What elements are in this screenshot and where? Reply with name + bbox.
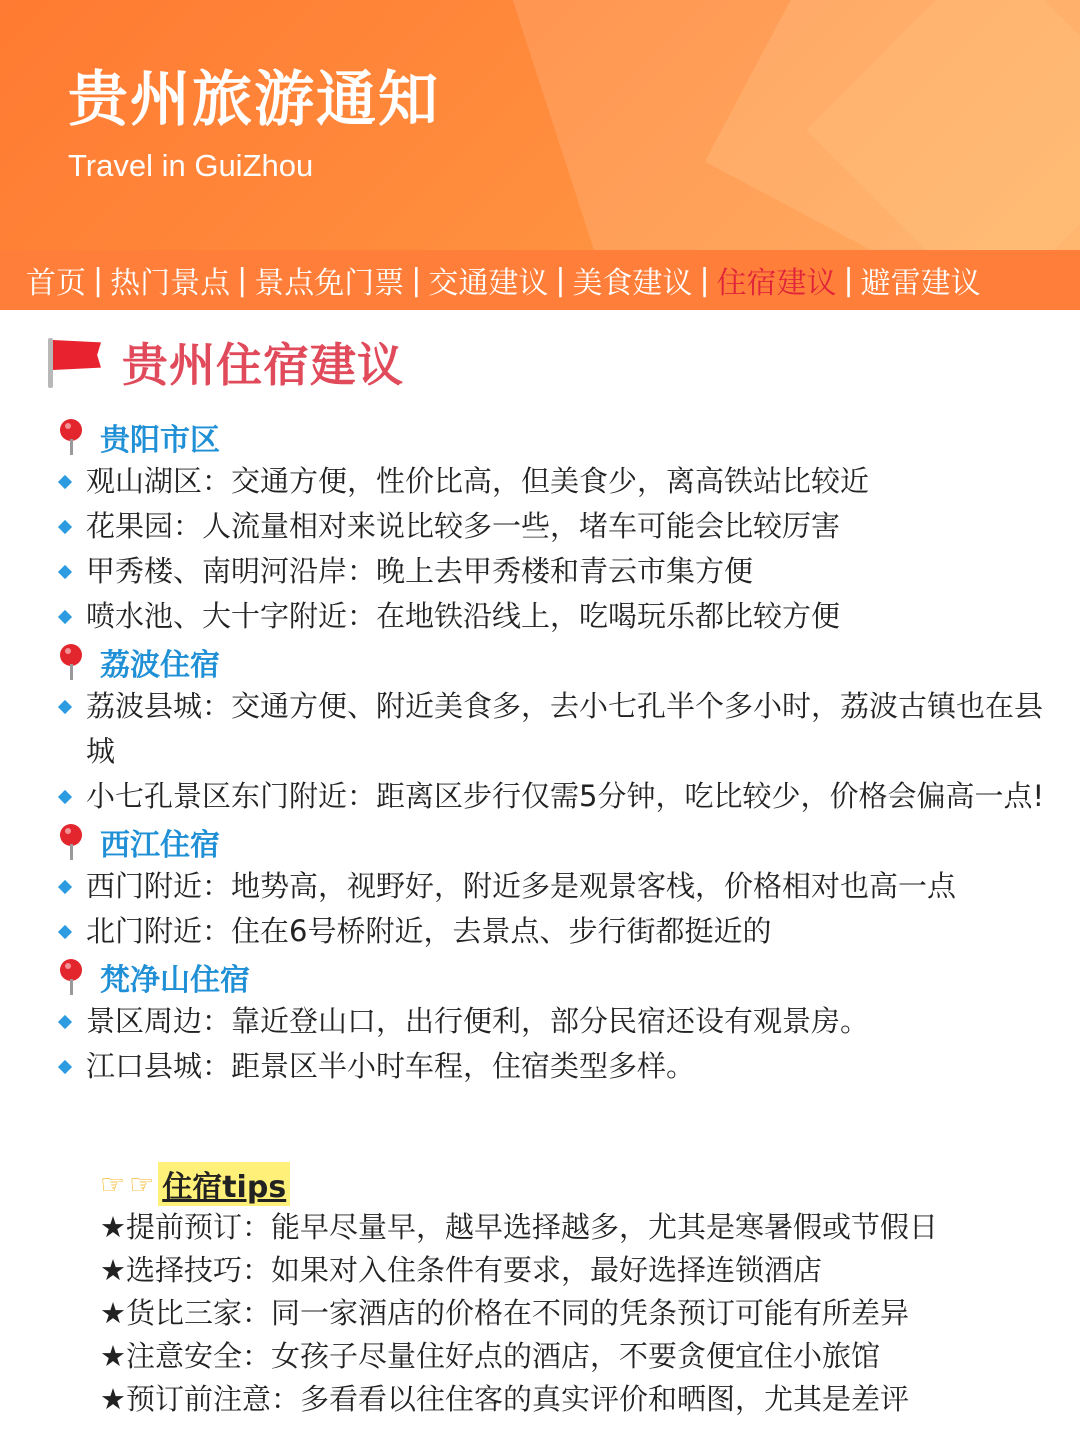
nav-separator: |: [93, 262, 104, 298]
nav-separator: |: [843, 262, 854, 298]
nav-item-transport[interactable]: 交通建议: [428, 266, 549, 301]
tip-item: ★货比三家：同一家酒店的价格在不同的凭条预订可能有所差异: [100, 1296, 909, 1330]
tips-label: 住宿tips: [158, 1162, 290, 1206]
bullet-diamond-icon: [58, 475, 72, 489]
list-item-text: 甲秀楼、南明河沿岸：晚上去甲秀楼和青云市集方便: [86, 554, 754, 588]
tip-item: ★提前预订：能早尽量早，越早选择越多，尤其是寒暑假或节假日: [100, 1210, 938, 1244]
list-item: [56, 459, 1046, 504]
header-banner: [0, 0, 1080, 250]
pointing-hand-icon: ☞: [129, 1167, 155, 1201]
list-item: [56, 1044, 1046, 1089]
region-heading: [56, 414, 1046, 459]
list-item-text: 花果园：人流量相对来说比较多一些，堵车可能会比较厉害: [86, 509, 841, 543]
bullet-diamond-icon: [58, 790, 72, 804]
list-item-text: 西门附近：地势高，视野好，附近多是观景客栈，价格相对也高一点: [86, 869, 957, 903]
tip-item: ★选择技巧：如果对入住条件有要求，最好选择连锁酒店: [100, 1253, 822, 1287]
list-item-text: 江口县城：距景区半小时车程，住宿类型多样。: [86, 1049, 696, 1083]
nav-item-pitfalls[interactable]: 避雷建议: [860, 266, 981, 301]
tip-item: ★注意安全：女孩子尽量住好点的酒店，不要贪便宜住小旅馆: [100, 1339, 880, 1373]
list-item-text: 观山湖区：交通方便，性价比高，但美食少，离高铁站比较近: [86, 464, 870, 498]
list-item: [56, 684, 1046, 774]
location-pin-icon: [56, 417, 86, 457]
location-pin-icon: [56, 642, 86, 682]
region-heading: [56, 954, 1046, 999]
bullet-diamond-icon: [58, 700, 72, 714]
bullet-diamond-icon: [58, 610, 72, 624]
nav-separator: |: [237, 262, 248, 298]
region-label: 梵净山住宿: [100, 962, 250, 998]
list-item: [56, 774, 1046, 819]
region-heading: [56, 639, 1046, 684]
list-item-text: 景区周边：靠近登山口，出行便利，部分民宿还设有观景房。: [86, 1004, 870, 1038]
tips-heading: [100, 1162, 1060, 1206]
list-item: [56, 909, 1046, 954]
location-pin-icon: [56, 957, 86, 997]
bullet-diamond-icon: [58, 1060, 72, 1074]
list-item-text: 喷水池、大十字附近：在地铁沿线上，吃喝玩乐都比较方便: [86, 599, 841, 633]
section-title: 贵州住宿建议: [122, 338, 404, 392]
list-item-text: 小七孔景区东门附近：距离区步行仅需5分钟，吃比较少，价格会偏高一点!: [86, 779, 1045, 813]
nav-separator: |: [555, 262, 566, 298]
region-label: 贵阳市区: [100, 422, 220, 458]
bullet-diamond-icon: [58, 880, 72, 894]
bullet-diamond-icon: [58, 925, 72, 939]
red-flag-icon: [44, 334, 104, 390]
list-item: [56, 549, 1046, 594]
tip-item: ★预订前注意：多看看以往住客的真实评价和晒图，尤其是差评: [100, 1382, 909, 1416]
nav-item-lodging[interactable]: 住宿建议: [716, 266, 837, 301]
list-item-text: 北门附近：住在6号桥附近，去景点、步行街都挺近的: [86, 914, 772, 948]
list-item-text: 荔波县城：交通方便、附近美食多，去小七孔半个多小时，荔波古镇也在县城: [86, 689, 1044, 768]
region-label: 西江住宿: [100, 827, 220, 863]
location-pin-icon: [56, 822, 86, 862]
section-header: [44, 330, 404, 394]
pointing-hand-icon: ☞: [100, 1167, 126, 1201]
nav-item-food[interactable]: 美食建议: [572, 266, 693, 301]
lodging-list: [56, 414, 1046, 1089]
nav-separator: |: [699, 262, 710, 298]
bullet-diamond-icon: [58, 520, 72, 534]
nav-item-hot-spots[interactable]: 热门景点: [110, 266, 231, 301]
page-subtitle: Travel in GuiZhou: [68, 148, 314, 183]
bullet-diamond-icon: [58, 1015, 72, 1029]
list-item: [56, 864, 1046, 909]
nav-bar: [0, 250, 1080, 310]
nav-item-home[interactable]: 首页: [26, 266, 86, 301]
nav-item-free-tickets[interactable]: 景点免门票: [254, 266, 405, 301]
bullet-diamond-icon: [58, 565, 72, 579]
tips-section: [100, 1162, 1060, 1421]
list-item: [56, 999, 1046, 1044]
page-title: 贵州旅游通知: [68, 65, 440, 135]
region-heading: [56, 819, 1046, 864]
list-item: [56, 504, 1046, 549]
list-item: [56, 594, 1046, 639]
nav-separator: |: [411, 262, 422, 298]
region-label: 荔波住宿: [100, 647, 220, 683]
